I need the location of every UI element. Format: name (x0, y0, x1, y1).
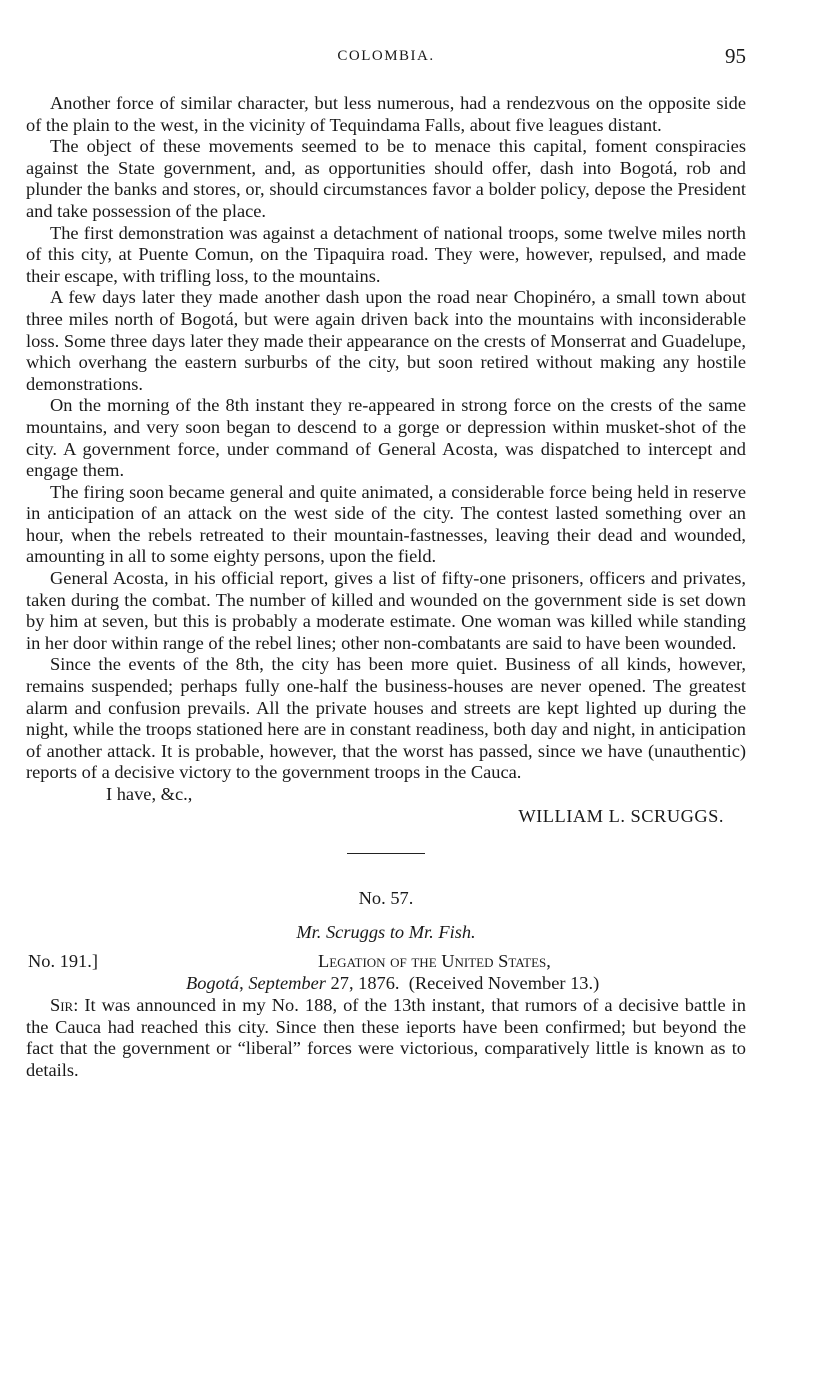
signature: WILLIAM L. SCRUGGS. (518, 805, 724, 826)
dispatch-place: Bogotá (186, 973, 240, 994)
dispatch-date: 27, 1876. (325, 973, 400, 994)
section-divider (347, 853, 425, 854)
running-title: COLOMBIA. (337, 48, 435, 64)
paragraph: The object of these movements seemed to be to menace this capital, foment conspiracies against the State government, and, as opportunities should offer, dash into Bogotá, rob and plunder the banks and stores, or, should circumstances favor a bolder policy, depose the President and take possession of the place. (26, 136, 746, 221)
salutation: Sir (50, 994, 74, 1015)
paragraph: The firing soon became general and quite animated, a considerable force being held in reserve in anticipation of an attack on the west side of the city. The contest lasted something over an hour, when the rebels retreated to their mountain-fastnesses, leaving their dead and wounded, amounting in all to some eighty persons, upon the field. (26, 481, 746, 567)
date-line: Bogotá, September 27, 1876. (Received November 13.) (186, 973, 600, 994)
letter-text: : It was announced in my No. 188, of the 13th instant, that rumors of a decisive battle in the Cauca had reached this city. Since then these ieports have been confirmed; but beyond the fact that the government or “liberal” forces were victorious, comparatively little is known as to details. (26, 994, 746, 1080)
paragraph: Another force of similar character, but less numerous, had a rendezvous on the opposite side of the plain to the west, in the vicinity of Tequindama Falls, about five leagues distant. (26, 93, 746, 135)
body-text (26, 93, 746, 1081)
legation-name: Legation of the United States, (318, 951, 551, 972)
page-number: 95 (725, 44, 746, 68)
document-heading: Mr. Scruggs to Mr. Fish. (296, 921, 476, 942)
closing-line: I have, &c., (106, 784, 193, 804)
letter-body (26, 995, 746, 1081)
dispatch-month: September (248, 973, 326, 994)
paragraph: On the morning of the 8th instant they re-appeared in strong force on the crests of the same mountains, and very soon began to descend to a gorge or depression within musket-shot of the city. A government force, under command of General Acosta, was dispatched to intercept and engage them. (26, 395, 746, 481)
paragraph: General Acosta, in his official report, gives a list of fifty-one prisoners, officers and privates, taken during the combat. The number of killed and wounded on the government side is set down by him at seven, but this is probably a moderate estimate. One woman was killed while standing in her door within range of the rebel lines; other non-combatants are said to have been wounded. (26, 568, 746, 653)
paragraph: The first demonstration was against a detachment of national troops, some twelve miles north of this city, at Puente Comun, on the Tipaquira road. They were, however, repulsed, and made their escape, with trifling loss, to the mountains. (26, 222, 746, 286)
page-header (26, 44, 746, 76)
dispatch-number: No. 191.] (28, 951, 98, 972)
paragraph: A few days later they made another dash upon the road near Chopinéro, a small town about three miles north of Bogotá, but were again driven back into the mountains with inconsiderable loss. Some three days later they made their appearance on the crests of Monserrat and Guadelupe, which overhang the eastern surburbs of the city, but soon retired without making any hostile demonstrations. (26, 287, 746, 394)
paragraph: Since the events of the 8th, the city has been more quiet. Business of all kinds, however, remains suspended; perhaps fully one-half the business-houses are never opened. The greatest alarm and confusion prevails. All the private houses and streets are kept lighted up during the night, while the troops stationed here are in constant readiness, both day and night, in anticipation of another attack. It is probable, however, that the worst has passed, since we have (unauthentic) reports of a decisive victory to the government troops in the Cauca. (26, 654, 746, 783)
dispatch-line (26, 951, 746, 973)
document-number: No. 57. (358, 888, 414, 909)
received-note: (Received November 13.) (408, 973, 600, 994)
